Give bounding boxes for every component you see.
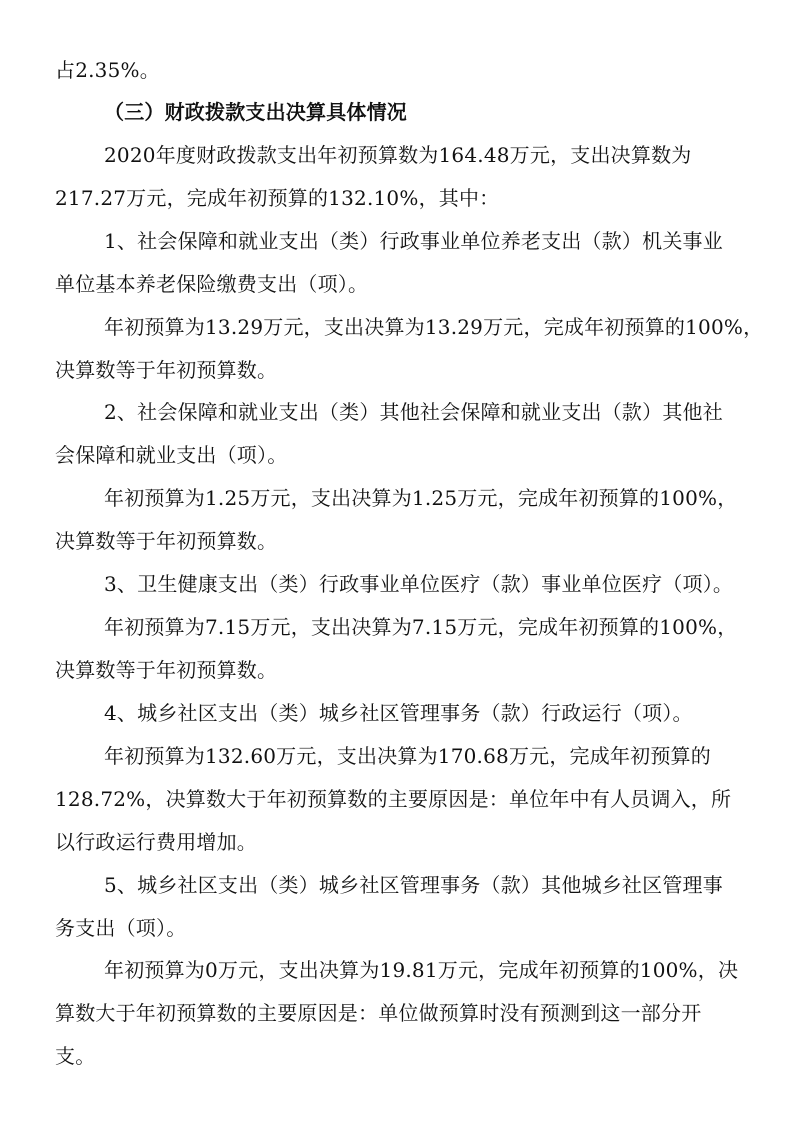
summary-line-1: 2020年度财政拨款支出年初预算数为164.48万元，支出决算数为 [104, 143, 692, 167]
item-2-title-line-2: 会保障和就业支出（项）。 [55, 443, 288, 467]
item-5-title-line-1: 5、城乡社区支出（类）城乡社区管理事务（款）其他城乡社区管理事 [104, 873, 723, 897]
item-1-title-line-1: 1、社会保障和就业支出（类）行政事业单位养老支出（款）机关事业 [104, 229, 723, 253]
section-heading: （三）财政拨款支出决算具体情况 [104, 100, 407, 124]
item-2-body-line-1: 年初预算为1.25万元，支出决算为1.25万元，完成年初预算的100%， [104, 486, 738, 510]
item-5-title-line-2: 务支出（项）。 [55, 916, 187, 940]
item-1-body-line-2: 决算数等于年初预算数。 [55, 358, 278, 382]
item-1-body-line-1: 年初预算为13.29万元，支出决算为13.29万元，完成年初预算的100%， [104, 315, 764, 339]
summary-line-2: 217.27万元，完成年初预算的132.10%，其中： [55, 186, 500, 210]
item-4-body-line-2: 128.72%，决算数大于年初预算数的主要原因是：单位年中有人员调入，所 [55, 787, 732, 811]
item-3-title: 3、卫生健康支出（类）行政事业单位医疗（款）事业单位医疗（项）。 [104, 572, 734, 596]
item-3-body-line-2: 决算数等于年初预算数。 [55, 658, 278, 682]
item-3-body-line-1: 年初预算为7.15万元，支出决算为7.15万元，完成年初预算的100%， [104, 615, 738, 639]
text-line-continuation: 占2.35%。 [55, 58, 160, 82]
item-5-body-line-3: 支。 [55, 1044, 96, 1068]
item-4-title: 4、城乡社区支出（类）城乡社区管理事务（款）行政运行（项）。 [104, 701, 693, 725]
item-1-title-line-2: 单位基本养老保险缴费支出（项）。 [55, 272, 369, 296]
item-4-body-line-3: 以行政运行费用增加。 [55, 830, 257, 854]
item-2-title-line-1: 2、社会保障和就业支出（类）其他社会保障和就业支出（款）其他社 [104, 400, 723, 424]
item-2-body-line-2: 决算数等于年初预算数。 [55, 529, 278, 553]
item-4-body-line-1: 年初预算为132.60万元，支出决算为170.68万元，完成年初预算的 [104, 744, 711, 768]
item-5-body-line-1: 年初预算为0万元，支出决算为19.81万元，完成年初预算的100%，决 [104, 958, 739, 982]
item-5-body-line-2: 算数大于年初预算数的主要原因是：单位做预算时没有预测到这一部分开 [55, 1001, 702, 1025]
